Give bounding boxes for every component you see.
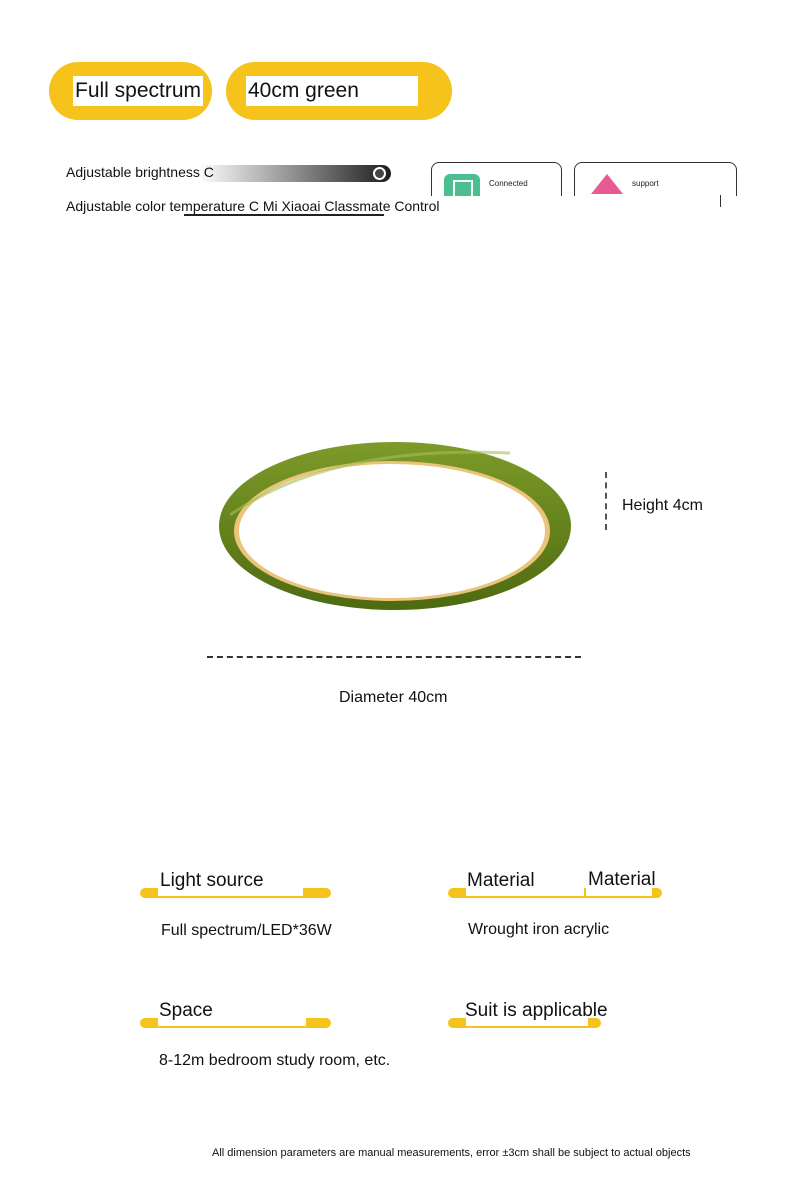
diameter-label: Diameter 40cm	[339, 689, 448, 706]
connected-caption: Connected	[489, 179, 528, 188]
color-temp-text: Adjustable color temperature C Mi Xiaoai Classmate Control	[66, 198, 444, 214]
space-value: 8-12m bedroom study room, etc.	[159, 1052, 391, 1069]
diameter-dimension-line	[207, 656, 581, 658]
material-value: Wrought iron acrylic	[468, 921, 610, 938]
material-heading: Material	[467, 870, 535, 891]
material-heading-2: Material	[588, 869, 656, 890]
divider	[184, 214, 384, 216]
tag-full-spectrum	[49, 62, 212, 120]
mi-home-icon	[444, 174, 480, 198]
light-source-value: Full spectrum/LED*36W	[161, 922, 332, 939]
footnote: All dimension parameters are manual measurements, error ±3cm shall be subject to actual objects	[212, 1147, 691, 1159]
tag-label: Full spectrum	[73, 76, 203, 106]
slider-knob	[373, 167, 386, 180]
support-card	[574, 162, 737, 220]
brightness-text: Adjustable brightness C	[66, 164, 214, 180]
height-dimension-line	[605, 472, 607, 530]
light-source-heading: Light source	[160, 870, 264, 891]
xiaoai-icon	[591, 174, 623, 194]
height-label: Height 4cm	[622, 497, 703, 514]
tag-label: 40cm green	[246, 76, 418, 106]
space-heading: Space	[159, 1000, 213, 1021]
support-caption: support	[632, 179, 659, 188]
brightness-slider-graphic	[198, 165, 391, 182]
ceiling-lamp-image	[210, 435, 580, 615]
tag-color-size	[226, 62, 452, 120]
connected-card	[431, 162, 562, 220]
suit-heading: Suit is applicable	[465, 1000, 608, 1021]
